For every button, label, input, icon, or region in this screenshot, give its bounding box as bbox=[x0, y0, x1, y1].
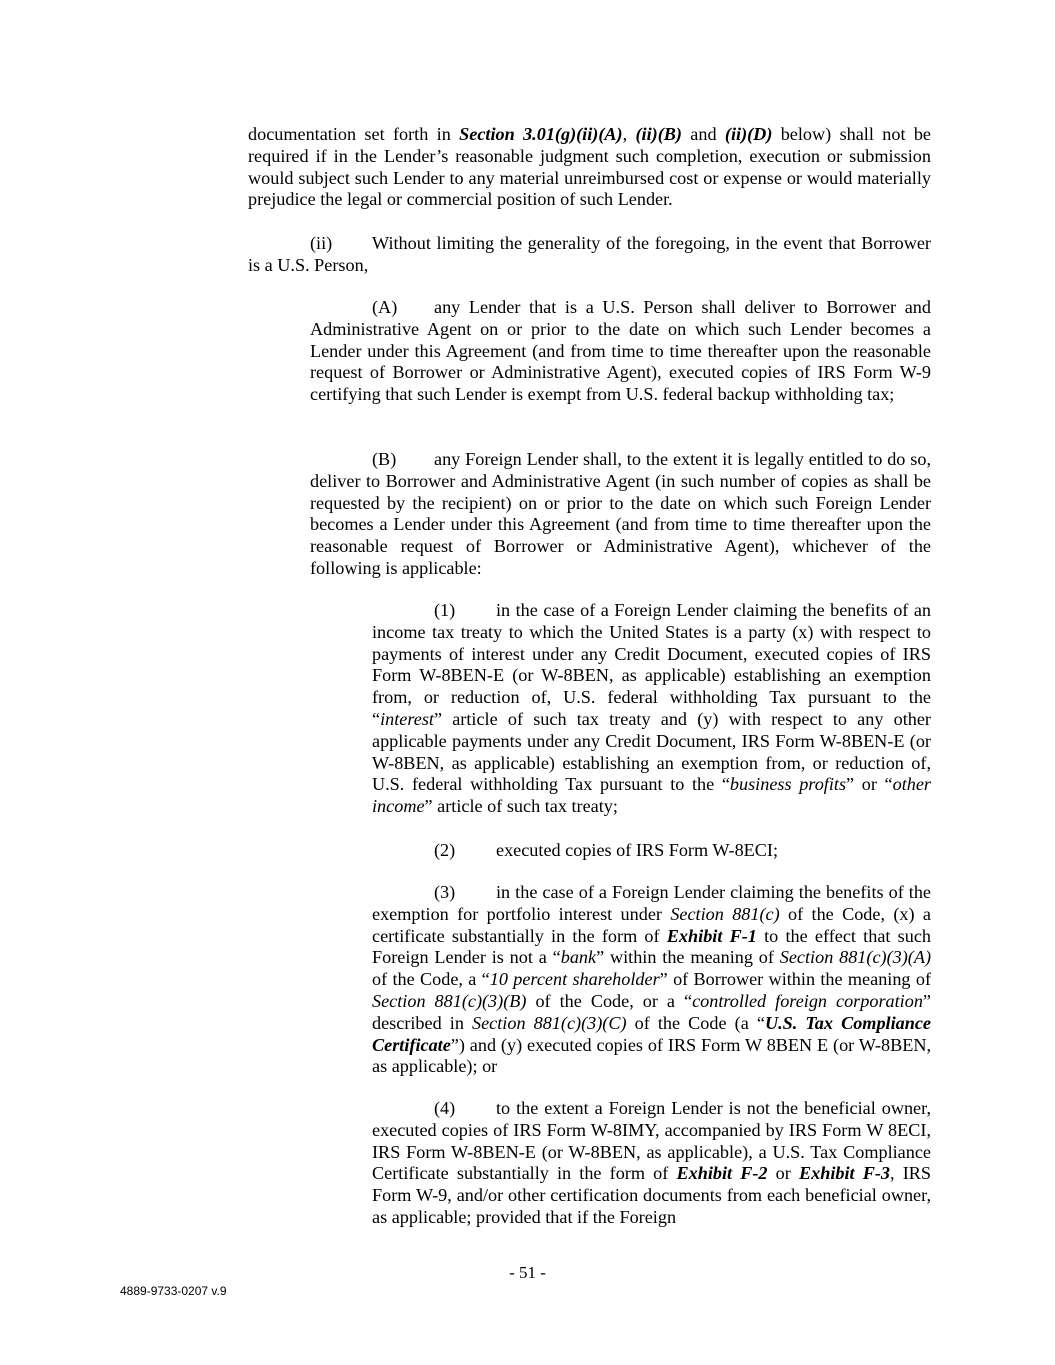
paragraph-1-text-4: ” article of such tax treaty; bbox=[424, 796, 618, 817]
section-ref-d: (ii)(D) bbox=[724, 124, 773, 144]
intro-text-1: documentation set forth in bbox=[248, 124, 460, 144]
paragraph-B-label: (B) bbox=[372, 449, 397, 469]
term-us-tax-compliance-certificate: U.S. Tax Compliance Certificate bbox=[372, 1012, 931, 1055]
paragraph-3-label: (3) bbox=[434, 882, 456, 902]
paragraph-3-text-3: to the effect that such Foreign Lender is not a “ bbox=[372, 925, 932, 968]
document-id: 4889-9733-0207 v.9 bbox=[120, 1284, 227, 1298]
paragraph-4-text-3: , IRS Form W-9, and/or other certification documents from each beneficial owner, as applicable; provided that if the Foreign bbox=[372, 1163, 932, 1227]
intro-text-4: below) shall not be required if in the Lender’s reasonable judgment such completion, execution or submission would subject such Lender to any material unreimbursed cost or expense or would materially prejudice the legal or commercial position of such Lender. bbox=[248, 124, 932, 210]
paragraph-3-text-10: ”) and (y) executed copies of IRS Form W 8BEN E (or W-8BEN, as applicable); or bbox=[372, 1034, 931, 1077]
section-ref-b: (ii)(B) bbox=[635, 124, 682, 144]
exhibit-f2-ref: Exhibit F-2 bbox=[676, 1163, 768, 1184]
paragraph-3-text-9: of the Code (a “ bbox=[626, 1012, 765, 1033]
paragraph-ii-text: Without limiting the generality of the foregoing, in the event that Borrower is a U.S. Person, bbox=[248, 233, 931, 275]
term-interest: interest bbox=[380, 708, 434, 729]
term-business-profits: business profits bbox=[729, 774, 847, 795]
paragraph-4-label: (4) bbox=[434, 1098, 456, 1118]
paragraph-3-text-8: ” described in bbox=[372, 990, 931, 1033]
paragraph-2 bbox=[372, 840, 931, 862]
paragraph-3-text-2: of the Code, (x) a certificate substantially in the form of bbox=[372, 903, 931, 946]
paragraph-2-label: (2) bbox=[434, 840, 456, 860]
paragraph-3 bbox=[372, 882, 931, 1078]
paragraph-ii bbox=[248, 233, 931, 277]
paragraph-1-label: (1) bbox=[434, 600, 456, 620]
paragraph-A-text: any Lender that is a U.S. Person shall deliver to Borrower and Administrative Agent on or prior to the date on which such Lender becomes a Lender under this Agreement (and from time to time thereafter upon the reasonable request of Borrower or Administrative Agent), executed copies of IRS Form W-9 certifying that such Lender is exempt from U.S. federal backup withholding tax; bbox=[310, 297, 931, 405]
paragraph-4-text-1: to the extent a Foreign Lender is not the beneficial owner, executed copies of IRS Form W-8IMY, accompanied by IRS Form W 8ECI, IRS Form W-8BEN-E (or W-8BEN, as applicable), a U.S. Tax Compliance Certificate substantially in the form of bbox=[372, 1098, 931, 1184]
section-881c3a: Section 881(c)(3)(A) bbox=[779, 947, 932, 968]
term-10-percent-shareholder: 10 percent shareholder bbox=[489, 969, 660, 990]
paragraph-1-text-2: ” article of such tax treaty and (y) with respect to any other applicable payments under any Credit Document, IRS Form W-8BEN-E (or W-8BEN, as applicable) establishing an exemption from, or reduction of, U.S. federal withholding Tax pursuant to the “ bbox=[372, 708, 931, 795]
intro-text-3: and bbox=[681, 124, 725, 144]
paragraph-A-label: (A) bbox=[372, 297, 398, 317]
paragraph-4-text-2: or bbox=[767, 1163, 799, 1184]
paragraph-3-text-4: ” within the meaning of bbox=[596, 947, 780, 968]
exhibit-f1-ref: Exhibit F-1 bbox=[666, 925, 757, 946]
section-881c3b: Section 881(c)(3)(B) bbox=[372, 990, 527, 1011]
page-number: - 51 - bbox=[509, 1263, 546, 1282]
term-bank: bank bbox=[560, 947, 597, 968]
intro-paragraph bbox=[248, 124, 931, 211]
paragraph-B-text: any Foreign Lender shall, to the extent it is legally entitled to do so, deliver to Borrower and Administrative Agent (in such number of copies as shall be requested by the recipient) on or prior to the date on which such Foreign Lender becomes a Lender under this Agreement (and from time to time thereafter upon the reasonable request of Borrower or Administrative Agent), whichever of the following is applicable: bbox=[310, 449, 931, 578]
paragraph-2-text: executed copies of IRS Form W-8ECI; bbox=[496, 840, 779, 860]
paragraph-1-text-1: in the case of a Foreign Lender claiming the benefits of an income tax treaty to which the United States is a party (x) with respect to payments of interest under any Credit Document, executed copies of IRS Form W-8BEN-E (or W-8BEN, as applicable) establishing an exemption from, or reduction of, U.S. federal withholding Tax pursuant to the “ bbox=[372, 600, 931, 729]
paragraph-3-text-5: of the Code, a “ bbox=[372, 969, 490, 990]
section-881c: Section 881(c) bbox=[670, 903, 780, 924]
paragraph-4 bbox=[372, 1098, 931, 1229]
paragraph-B bbox=[310, 449, 931, 580]
term-controlled-foreign-corporation: controlled foreign corporation bbox=[692, 990, 923, 1011]
term-other-income: other income bbox=[372, 774, 932, 817]
paragraph-3-text-6: ” of Borrower within the meaning of bbox=[659, 969, 931, 990]
section-881c3c: Section 881(c)(3)(C) bbox=[472, 1012, 627, 1033]
paragraph-3-text-7: of the Code, or a “ bbox=[526, 990, 693, 1011]
intro-text-2: , bbox=[622, 124, 636, 144]
section-ref-a: Section 3.01(g)(ii)(A) bbox=[459, 124, 623, 144]
paragraph-ii-label: (ii) bbox=[310, 233, 333, 253]
paragraph-1-text-3: ” or “ bbox=[846, 774, 893, 795]
paragraph-A bbox=[310, 297, 931, 406]
paragraph-1 bbox=[372, 600, 931, 818]
exhibit-f3-ref: Exhibit F-3 bbox=[798, 1163, 891, 1184]
paragraph-3-text-1: in the case of a Foreign Lender claiming the benefits of the exemption for portfolio interest under bbox=[372, 882, 931, 924]
